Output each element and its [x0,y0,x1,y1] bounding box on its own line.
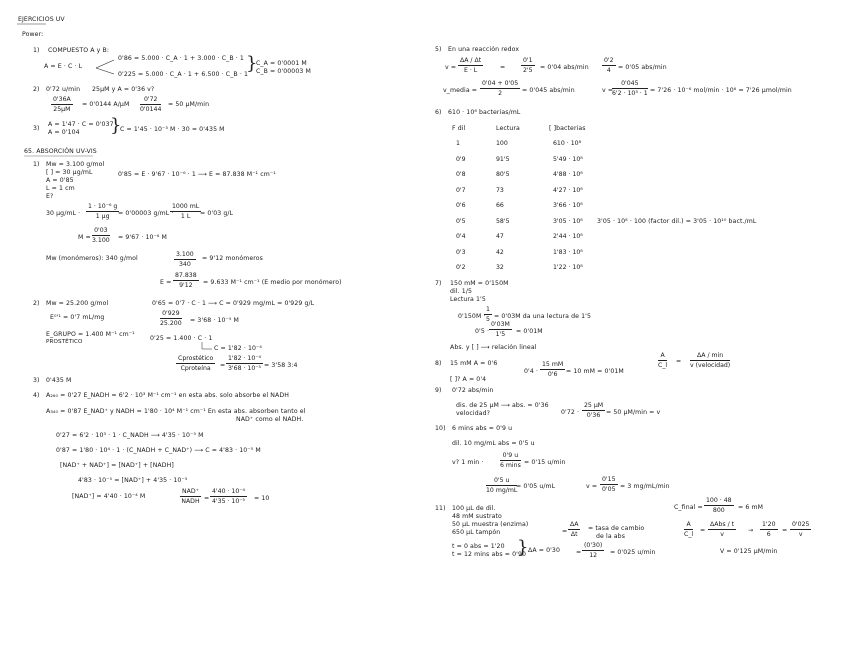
fraction: $\frac{0'045}{\text{6'2 · 10³ · 1}}$ [612,80,648,97]
equation-result: = 0'15 u/min [524,459,566,466]
fraction: $\frac{\text{4'40 · 10⁻⁴}}{\text{4'35 · 10⁻⁵}}$ [212,488,246,505]
equation-line: 0'87 = 1'80 · 10⁴ · 1 · (C_NADH + C_NAD⁺) ⟶ C = 4'83 · 10⁻⁵ M [56,447,261,454]
equals-sign: = [782,527,788,534]
equation-line: 0'25 = 1.400 · C · 1 [150,335,213,342]
note-line: t = 0 abs = 1'20 [452,543,505,550]
exercise-number: 4) [33,392,40,399]
note-line: 50 μL muestra (enzima) [452,521,529,528]
table-cell: 0'2 [456,264,466,271]
equation-pre: 0'72 · [561,409,580,416]
molarity-result: = 9'67 · 10⁻⁶ M [118,234,167,241]
exercise-number: 2) [33,300,40,307]
note-line: = tasa de cambio [588,525,645,532]
fraction: $\frac{0'03}{3.100}$ [92,227,110,244]
fraction-result: = 0'045 abs/min [522,87,575,94]
curly-brace: } [517,537,529,558]
exercise-number: 11) [435,505,446,512]
exercise-number: 7) [435,280,442,287]
velocity-pre: v = [445,64,457,71]
result-text: 0'435 M [46,377,72,384]
given-a: A = 0'85 [46,177,74,184]
note-line: Lectura 1'5 [450,296,486,303]
fraction: $\frac{3.100}{340}$ [176,251,194,268]
table-cell: 80'5 [496,171,510,178]
rate-text: 0'72 u/min [46,86,81,93]
table-cell: 58'5 [496,217,510,225]
velocity-pre: v = [602,87,614,94]
fraction: $\frac{1}{5}$ [486,306,490,323]
equation-lower: 0'225 = 5.000 · C_A · 1 + 6.500 · C_B · 1 [118,71,248,78]
equation-result: = 50 μM/min = v [606,409,661,416]
fraction: $\frac{A}{C\_l}$ [684,521,694,538]
equation-result: = 6 mM [738,504,764,511]
result-cb: C_B = 0'00003 M [256,68,311,75]
page-title: EJERCICIOS UV [18,16,65,23]
note-line: A₃₄₀ = 0'87 E_NAD⁺ y NADH = 1'80 · 10⁴ M⁻¹ cm⁻¹ En esta abs. absorben tanto el [46,408,306,415]
table-column [496,140,510,280]
equation-pre: 0'4 · [524,368,539,375]
note-line: dil. 10 mg/mL abs = 0'5 u [452,440,535,447]
exercise-number: 1) [33,47,40,54]
note-line: 3'05 · 10⁸ · 100 (factor dil.) = 3'05 · 10¹⁰ bact./mL [597,218,757,225]
fraction: $\frac{0'36A}{25\mu M}$ [53,96,71,113]
equation-lhs: A = E · C · L [44,63,83,70]
conversion-mid: = 0'00003 g/mL · [118,210,174,217]
equation-pre: 0'5 · [475,328,490,335]
fraction: $\frac{(0'30)}{12}$ [584,542,603,559]
table-cell: 47 [496,233,504,240]
exercise-number: 3) [33,125,40,132]
fraction-result: = 50 μM/min [168,101,210,108]
note-line: [ ]? A = 0'4 [450,376,487,383]
table-cell: 4'27 · 10⁸ [553,186,583,194]
fraction-result: = 3'68 · 10⁻⁵ M [190,317,239,324]
given-eps: E⁰'¹ = 0'7 mL/mg [50,314,105,321]
table-cell: 0'4 [456,233,466,240]
mean-velocity-pre: v_media = [443,87,478,94]
fraction: NAD⁺ NADH [181,488,200,505]
fraction: $\frac{0'04 + 0'05}{2}$ [482,80,519,97]
note-line: 150 mM = 0'150M [450,280,509,287]
equation-result: = 10 mM = 0'01M [566,368,624,375]
note-line: 650 μL tampón [452,529,501,536]
fraction-result: = 0'04 abs/min [540,64,589,71]
table-cell: 66 [496,202,504,209]
note-line: t = 12 mins abs = 0'90 [452,551,527,558]
given-conc: [ ] = 30 μg/mL [46,169,93,176]
table-column [456,140,466,280]
fraction: $\frac{A}{C\_l}$ [658,352,668,369]
table-cell: 0'8 [456,171,466,178]
table-cell: 1'83 · 10⁸ [553,248,583,256]
note-line: 100 μL de dil. [452,505,496,512]
note-line: 6 mins abs = 0'9 u [452,425,513,432]
equation-result: = 0'01M [516,328,543,335]
fraction: $\frac{0'2}{4}$ [604,57,614,74]
fraction: $\frac{15 mM}{0'6}$ [542,361,564,378]
table-header: [ ]bacterias [549,125,586,132]
note-line: 48 mM sustrato [452,513,502,520]
note-line: dis. de 25 μM ⟶ abs. = 0'36 [456,402,549,409]
equation-result: = 0'03M da una lectura de 1'5 [494,313,592,320]
equation-line: C = 1'82 · 10⁻⁴ [214,345,262,352]
conversion-pre: 30 μg/mL · [46,210,81,217]
table-cell: 0'3 [456,248,466,256]
fraction: Cprostético Cproteína [178,355,214,372]
arrow: → [748,527,754,534]
equation-result: = 0'05 u/mL [516,483,556,490]
exercise-number: 9) [435,387,442,394]
table-cell: 1'22 · 10⁸ [553,264,583,271]
table-cell: 1 [456,140,460,147]
equation-pre: v? 1 min · [452,459,484,466]
table-cell: 42 [496,248,504,256]
result-ca: C_A = 0'0001 M [256,60,307,67]
table-cell: 0'9 [456,155,466,163]
table-cell: 0'7 [456,186,466,194]
equation-line: A = 1'47 · C = 0'037 [48,121,114,128]
table-header: Lectura [496,125,520,132]
equals-sign: = [562,528,568,535]
equals-sign: = [700,527,706,534]
given-mw: Mw = 3.100 g/mol [46,161,105,168]
exercise-title: COMPUESTO A y B: [48,47,110,54]
table-cell: 3'05 · 10⁸ [553,217,583,225]
table-cell: 73 [496,186,504,194]
fraction: $\frac{100 \cdot 48}{800}$ [706,497,732,514]
table-column [553,140,583,280]
epsilon-pre: E = [160,279,172,286]
exercise-number: 8) [435,360,442,367]
exercise-number: 2) [33,86,40,93]
note-line: de la abs [596,533,626,540]
fraction: $\frac{\text{1'82 · 10⁻⁴}}{\text{3'68 · 10⁻⁵}}$ [228,355,262,372]
fraction-result: = 10 [254,495,270,502]
exercise-number: 5) [435,46,442,53]
given-l: L = 1 cm [46,185,75,192]
table-header: F dil [452,125,466,132]
equation-upper: 0'86 = 5.000 · C_A · 1 + 3.000 · C_B · 1 [118,55,244,62]
fraction: $\frac{0'1}{2'5}$ [523,57,533,74]
fraction: $\frac{\Delta A / \Delta t}{E \cdot L}$ [460,57,482,74]
fraction: $\frac{\text{1 · 10⁻⁶ g}}{1 \mu g}$ [88,203,118,220]
fraction: $\frac{0'03M}{1'5}$ [491,321,510,338]
equals-sign: = [204,495,210,502]
table-cell: 0'5 [456,217,466,225]
equals-sign: = [220,362,226,369]
fraction: $\frac{1000 mL}{1 L}$ [172,203,200,220]
fraction-result: = 0'0144 A/μM [82,101,130,108]
note-line: velocidad? [456,410,491,417]
monomer-result: = 9'12 monómeros [202,255,264,262]
fraction-result: = 0'05 abs/min [618,64,667,71]
group-note: PROSTÉTICO [46,339,83,345]
table-cell: 100 [496,140,508,147]
fraction: $\frac{0'025}{v}$ [792,521,810,538]
equation-line: 0'85 = E · 9'67 · 10⁻⁶ · 1 ⟶ E = 87.838 M⁻¹ cm⁻¹ [118,171,276,178]
equals-sign: = [576,549,582,556]
fraction: $\frac{\Delta A}{\Delta t}$ [570,521,579,538]
exercise-title: 610 · 10⁸ bacterias/mL [448,109,521,116]
fraction: $\frac{0'929}{25.200}$ [160,310,182,327]
table-cell: 3'66 · 10⁸ [553,202,583,209]
result-text: C = 1'45 · 10⁻³ M · 30 = 0'435 M [120,126,225,133]
equals-sign: = [500,64,506,71]
ratio-result: = 3'58 3:4 [264,362,298,369]
fraction: ΔA / min v (velocidad) [690,352,731,369]
section-heading: 65. ABSORCIÓN UV-VIS [24,148,97,155]
fraction: $\frac{25 \mu M}{0'36}$ [584,402,604,419]
given-mw: Mw = 25.200 g/mol [46,300,109,307]
equation-result: = 3 mg/mL/min [620,483,670,490]
table-cell: 610 · 10⁸ [553,140,582,147]
note-line: Abs. y [ ] ⟶ relación lineal [450,344,537,351]
table-cell: 32 [496,264,504,271]
fraction: $\frac{1'20}{6}$ [762,521,776,538]
equation-line: [NAD⁺] = 4'40 · 10⁻⁴ M [72,493,146,500]
table-cell: 4'88 · 10⁸ [553,171,583,178]
exercise-number: 6) [435,109,442,116]
note-line: NAD⁺ como el NADH. [236,416,304,423]
equation-line: 0'27 = 6'2 · 10³ · 1 · C_NADH ⟶ 4'35 · 10⁻⁵ M [56,432,204,439]
page-subtitle: Power: [22,31,44,38]
condition-text: 25μM y A = 0'36 v? [92,86,155,93]
table-cell: 91'5 [496,155,510,163]
given-eps-group: E_GRUPO = 1.400 M⁻¹ cm⁻¹ [46,331,135,338]
molarity-pre: M = [78,234,91,241]
curly-brace: } [246,53,258,74]
fraction-result: = 7'26 · 10⁻⁶ mol/min · 10⁶ = 7'26 μmol/min [650,87,792,94]
equation-line: 0'65 = 0'7 · C · 1 ⟶ C = 0'929 mg/mL = 0'929 g/L [152,300,315,307]
epsilon-result: = 9.633 M⁻¹ cm⁻¹ (E medio por monómero) [203,279,342,286]
fraction: ΔAbs / t v [710,521,735,538]
exercise-number: 10) [435,425,446,432]
note-line: A₂₆₀ = 0'27 E_NADH = 6'2 · 10³ M⁻¹ cm⁻¹ en esta abs. solo absorbe el NADH [46,392,289,399]
equation-result: = 0'025 u/min [610,549,656,556]
fraction: $\frac{0'5 u}{10 mg/mL}$ [486,477,518,494]
equation-pre: 0'150M · [458,313,486,320]
exercise-number: 1) [33,161,40,168]
conversion-result: = 0'03 g/L [200,210,234,217]
equation-line: [NAD⁺ + NAD⁺] = [NAD⁺] + [NADH] [60,462,174,469]
fraction: 0'9 u 6 mins [500,452,521,469]
exercise-number: 3) [33,377,40,384]
note-line: 0'72 abs/min [452,387,494,394]
equation-pre: C_final = [674,504,703,511]
note-line: 15 mM A = 0'6 [450,360,498,367]
fraction: $\frac{0'15}{0'05}$ [602,476,616,493]
delta-result: ΔA = 0'30 [528,547,560,554]
fraction: $\frac{0'72}{0'0144}$ [140,96,162,113]
curly-brace: } [110,115,122,136]
equation-pre: v = [586,483,598,490]
table-cell: 2'44 · 10⁸ [553,233,583,240]
unknown-e: E? [46,193,54,200]
fraction: $\frac{87.838}{9'12}$ [175,272,197,289]
note-line: dil. 1/5 [450,288,473,295]
exercise-title: En una reacción redox [448,46,520,53]
monomer-mw: Mw (monómeros): 340 g/mol [46,255,138,262]
table-cell: 5'49 · 10⁸ [553,155,583,163]
equation-line: 4'83 · 10⁻⁵ = [NAD⁺] + 4'35 · 10⁻⁵ [78,477,188,484]
equals-sign: = [676,358,682,365]
table-cell: 0'6 [456,202,466,209]
equation-line: A = 0'104 [48,129,80,136]
final-result: V = 0'125 μM/min [720,548,778,555]
